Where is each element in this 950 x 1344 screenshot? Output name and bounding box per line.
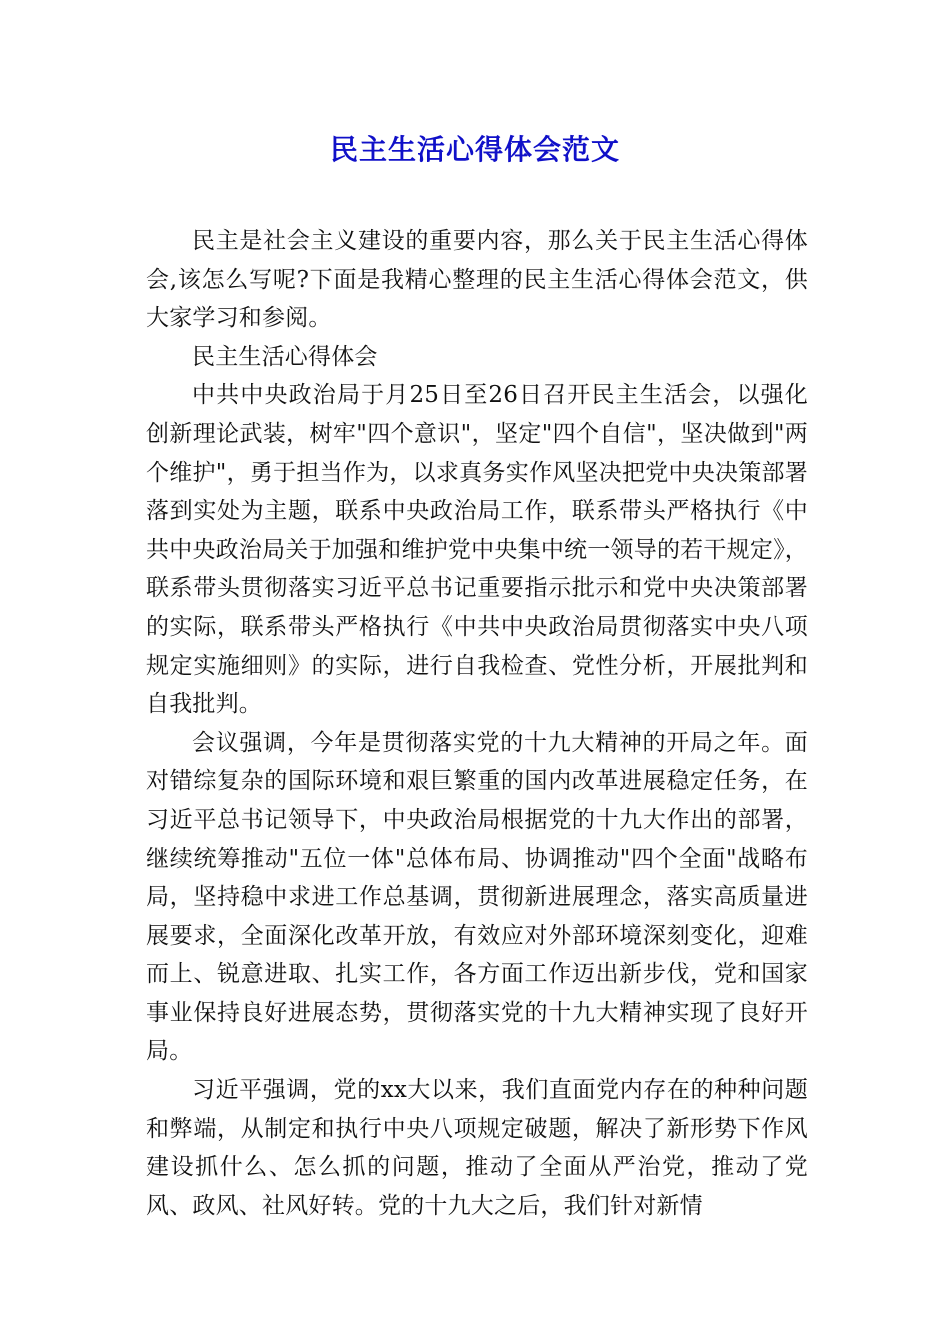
paragraph-intro: 民主是社会主义建设的重要内容，那么关于民主生活心得体会,该怎么写呢?下面是我精心整理的民主生活心得体会范文，供大家学习和参阅。	[146, 228, 808, 332]
paragraph-emphasis: 会议强调，今年是贯彻落实党的十九大精神的开局之年。面对错综复杂的国际环境和艰巨繁重的国内改革进展稳定任务，在习近平总书记领导下，中央政治局根据党的十九大作出的部署，继续统筹推动"五位一体"总体布局、协调推动"四个全面"战略布局，坚持稳中求进工作总基调，贯彻新进展理念，落实高质量进展要求，全面深化改革开放，有效应对外部环境深刻变化，迎难而上、锐意进取、扎实工作，各方面工作迈出新步伐，党和国家事业保持良好进展态势，贯彻落实党的十九大精神实现了良好开局。	[146, 729, 808, 1065]
paragraph-meeting: 中共中央政治局于月25日至26日召开民主生活会，以强化创新理论武装，树牢"四个意识"，坚定"四个自信"，坚决做到"两个维护"，勇于担当作为，以求真务实作风坚决把党中央决策部署落到实处为主题，联系中央政治局工作，联系带头严格执行《中共中央政治局关于加强和维护党中央集中统一领导的若干规定》，联系带头贯彻落实习近平总书记重要指示批示和党中央决策部署的实际，联系带头严格执行《中共中央政治局贯彻落实中央八项规定实施细则》的实际，进行自我检查、党性分析，开展批判和自我批判。	[146, 382, 808, 718]
document-body	[146, 222, 808, 1225]
document-title: 民主生活心得体会范文	[329, 133, 620, 166]
paragraph-xi: 习近平强调，党的xx大以来，我们直面党内存在的种种问题和弊端，从制定和执行中央八项规定破题，解决了新形势下作风建设抓什么、怎么抓的问题，推动了全面从严治党，推动了党风、政风、社风好转。党的十九大之后，我们针对新情	[146, 1077, 808, 1219]
paragraph-heading: 民主生活心得体会	[192, 343, 378, 370]
